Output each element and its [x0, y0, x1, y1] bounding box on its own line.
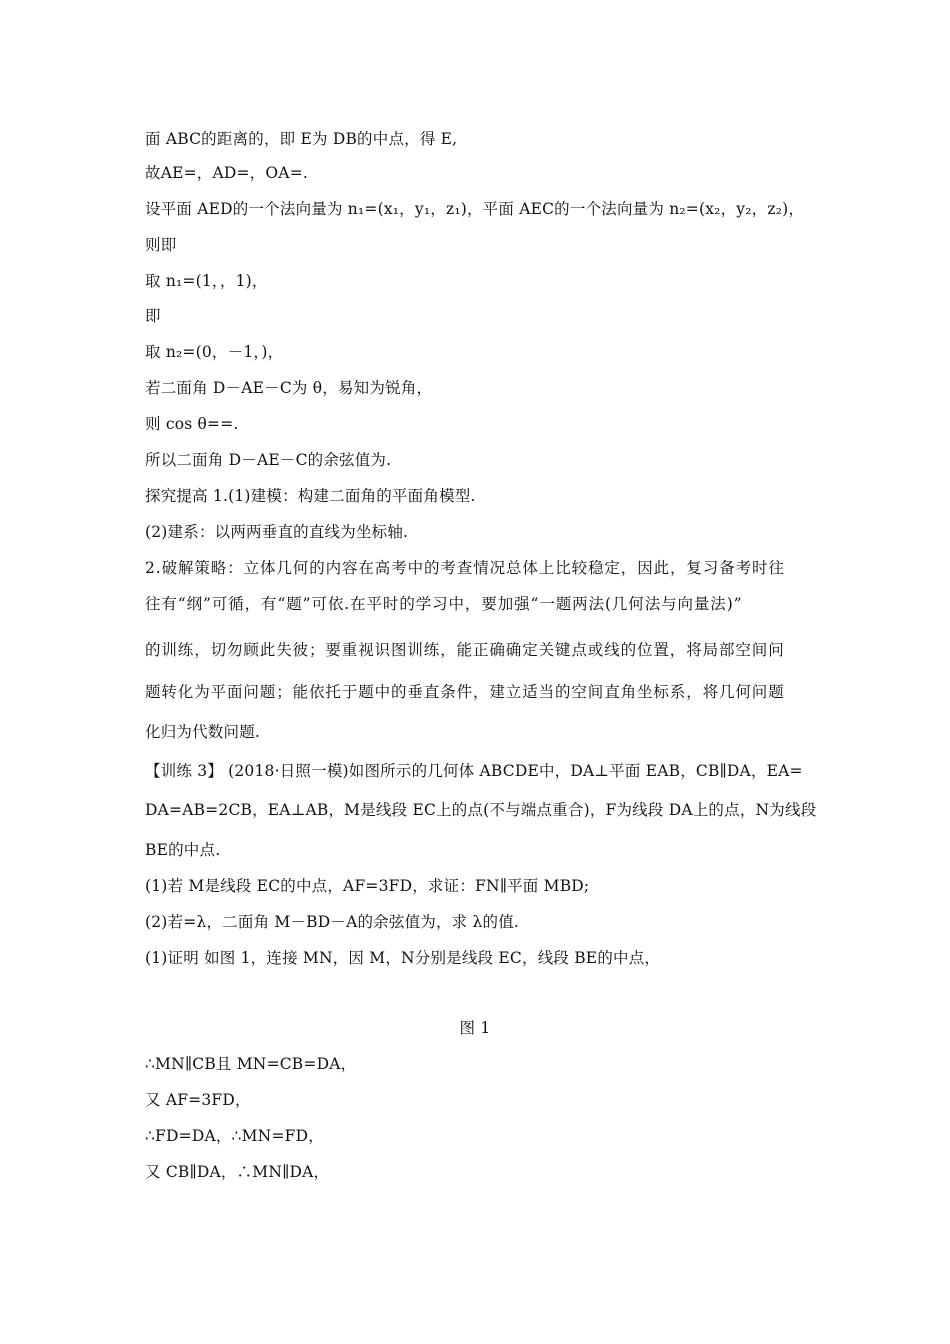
text-line-7: 取 n₂=(0，－1，)，: [145, 343, 284, 361]
text-line-23: (1)证明 如图 1，连接 MN，因 M，N分别是线段 EC，线段 BE的中点，: [145, 949, 661, 967]
text-line-25: ∴MN∥CB且 MN=CB=DA，: [145, 1055, 357, 1073]
text-line-6: 即: [145, 307, 161, 325]
text-line-16: 题转化为平面问题；能依托于题中的垂直条件，建立适当的空间直角坐标系，将几何问题: [145, 683, 785, 701]
text-line-1: 面 ABC的距离的，即 E为 DB的中点，得 E,: [145, 130, 458, 148]
text-line-5: 取 n₁=(1，，1)，: [145, 272, 268, 290]
text-line-22: (2)若=λ，二面角 M－BD－A的余弦值为，求 λ的值.: [145, 913, 520, 931]
text-line-18: 【训练 3】 (2018·日照一模)如图所示的几何体 ABCDE中，DA⊥平面 EAB，CB∥DA，EA=: [145, 762, 803, 780]
text-line-19: DA=AB=2CB，EA⊥AB，M是线段 EC上的点(不与端点重合)，F为线段 DA上的点，N为线段: [145, 801, 817, 819]
text-line-27: ∴FD=DA，∴MN=FD，: [145, 1127, 324, 1145]
text-line-10: 所以二面角 D－AE－C的余弦值为.: [145, 451, 392, 469]
text-line-14: 往有“纲”可循，有“题”可依.在平时的学习中，要加强“一题两法(几何法与向量法)”: [145, 595, 743, 613]
text-line-15: 的训练，切勿顾此失彼；要重视识图训练，能正确确定关键点或线的位置，将局部空间问: [145, 641, 785, 659]
text-line-26: 又 AF=3FD，: [145, 1091, 251, 1109]
text-line-21: (1)若 M是线段 EC的中点，AF=3FD，求证：FN∥平面 MBD;: [145, 877, 590, 895]
text-line-9: 则 cos θ==.: [145, 415, 239, 433]
text-line-11: 探究提高 1.(1)建模：构建二面角的平面角模型.: [145, 487, 476, 505]
text-line-28: 又 CB∥DA，∴MN∥DA，: [145, 1163, 330, 1181]
text-line-2: 故AE=，AD=，OA=.: [145, 164, 309, 182]
text-line-13: 2.破解策略：立体几何的内容在高考中的考查情况总体上比较稳定，因此，复习备考时往: [145, 559, 785, 577]
text-line-3: 设平面 AED的一个法向量为 n₁=(x₁，y₁，z₁)，平面 AEC的一个法向量为 n₂=(x₂，y₂，z₂)，: [145, 200, 805, 218]
text-line-4: 则即: [145, 236, 177, 254]
text-line-17: 化归为代数问题.: [145, 723, 261, 741]
text-line-8: 若二面角 D－AE－C为 θ，易知为锐角，: [145, 379, 433, 397]
figure-caption: 图 1: [459, 1019, 491, 1037]
text-line-20: BE的中点.: [145, 841, 221, 859]
text-line-12: (2)建系：以两两垂直的直线为坐标轴.: [145, 523, 409, 541]
